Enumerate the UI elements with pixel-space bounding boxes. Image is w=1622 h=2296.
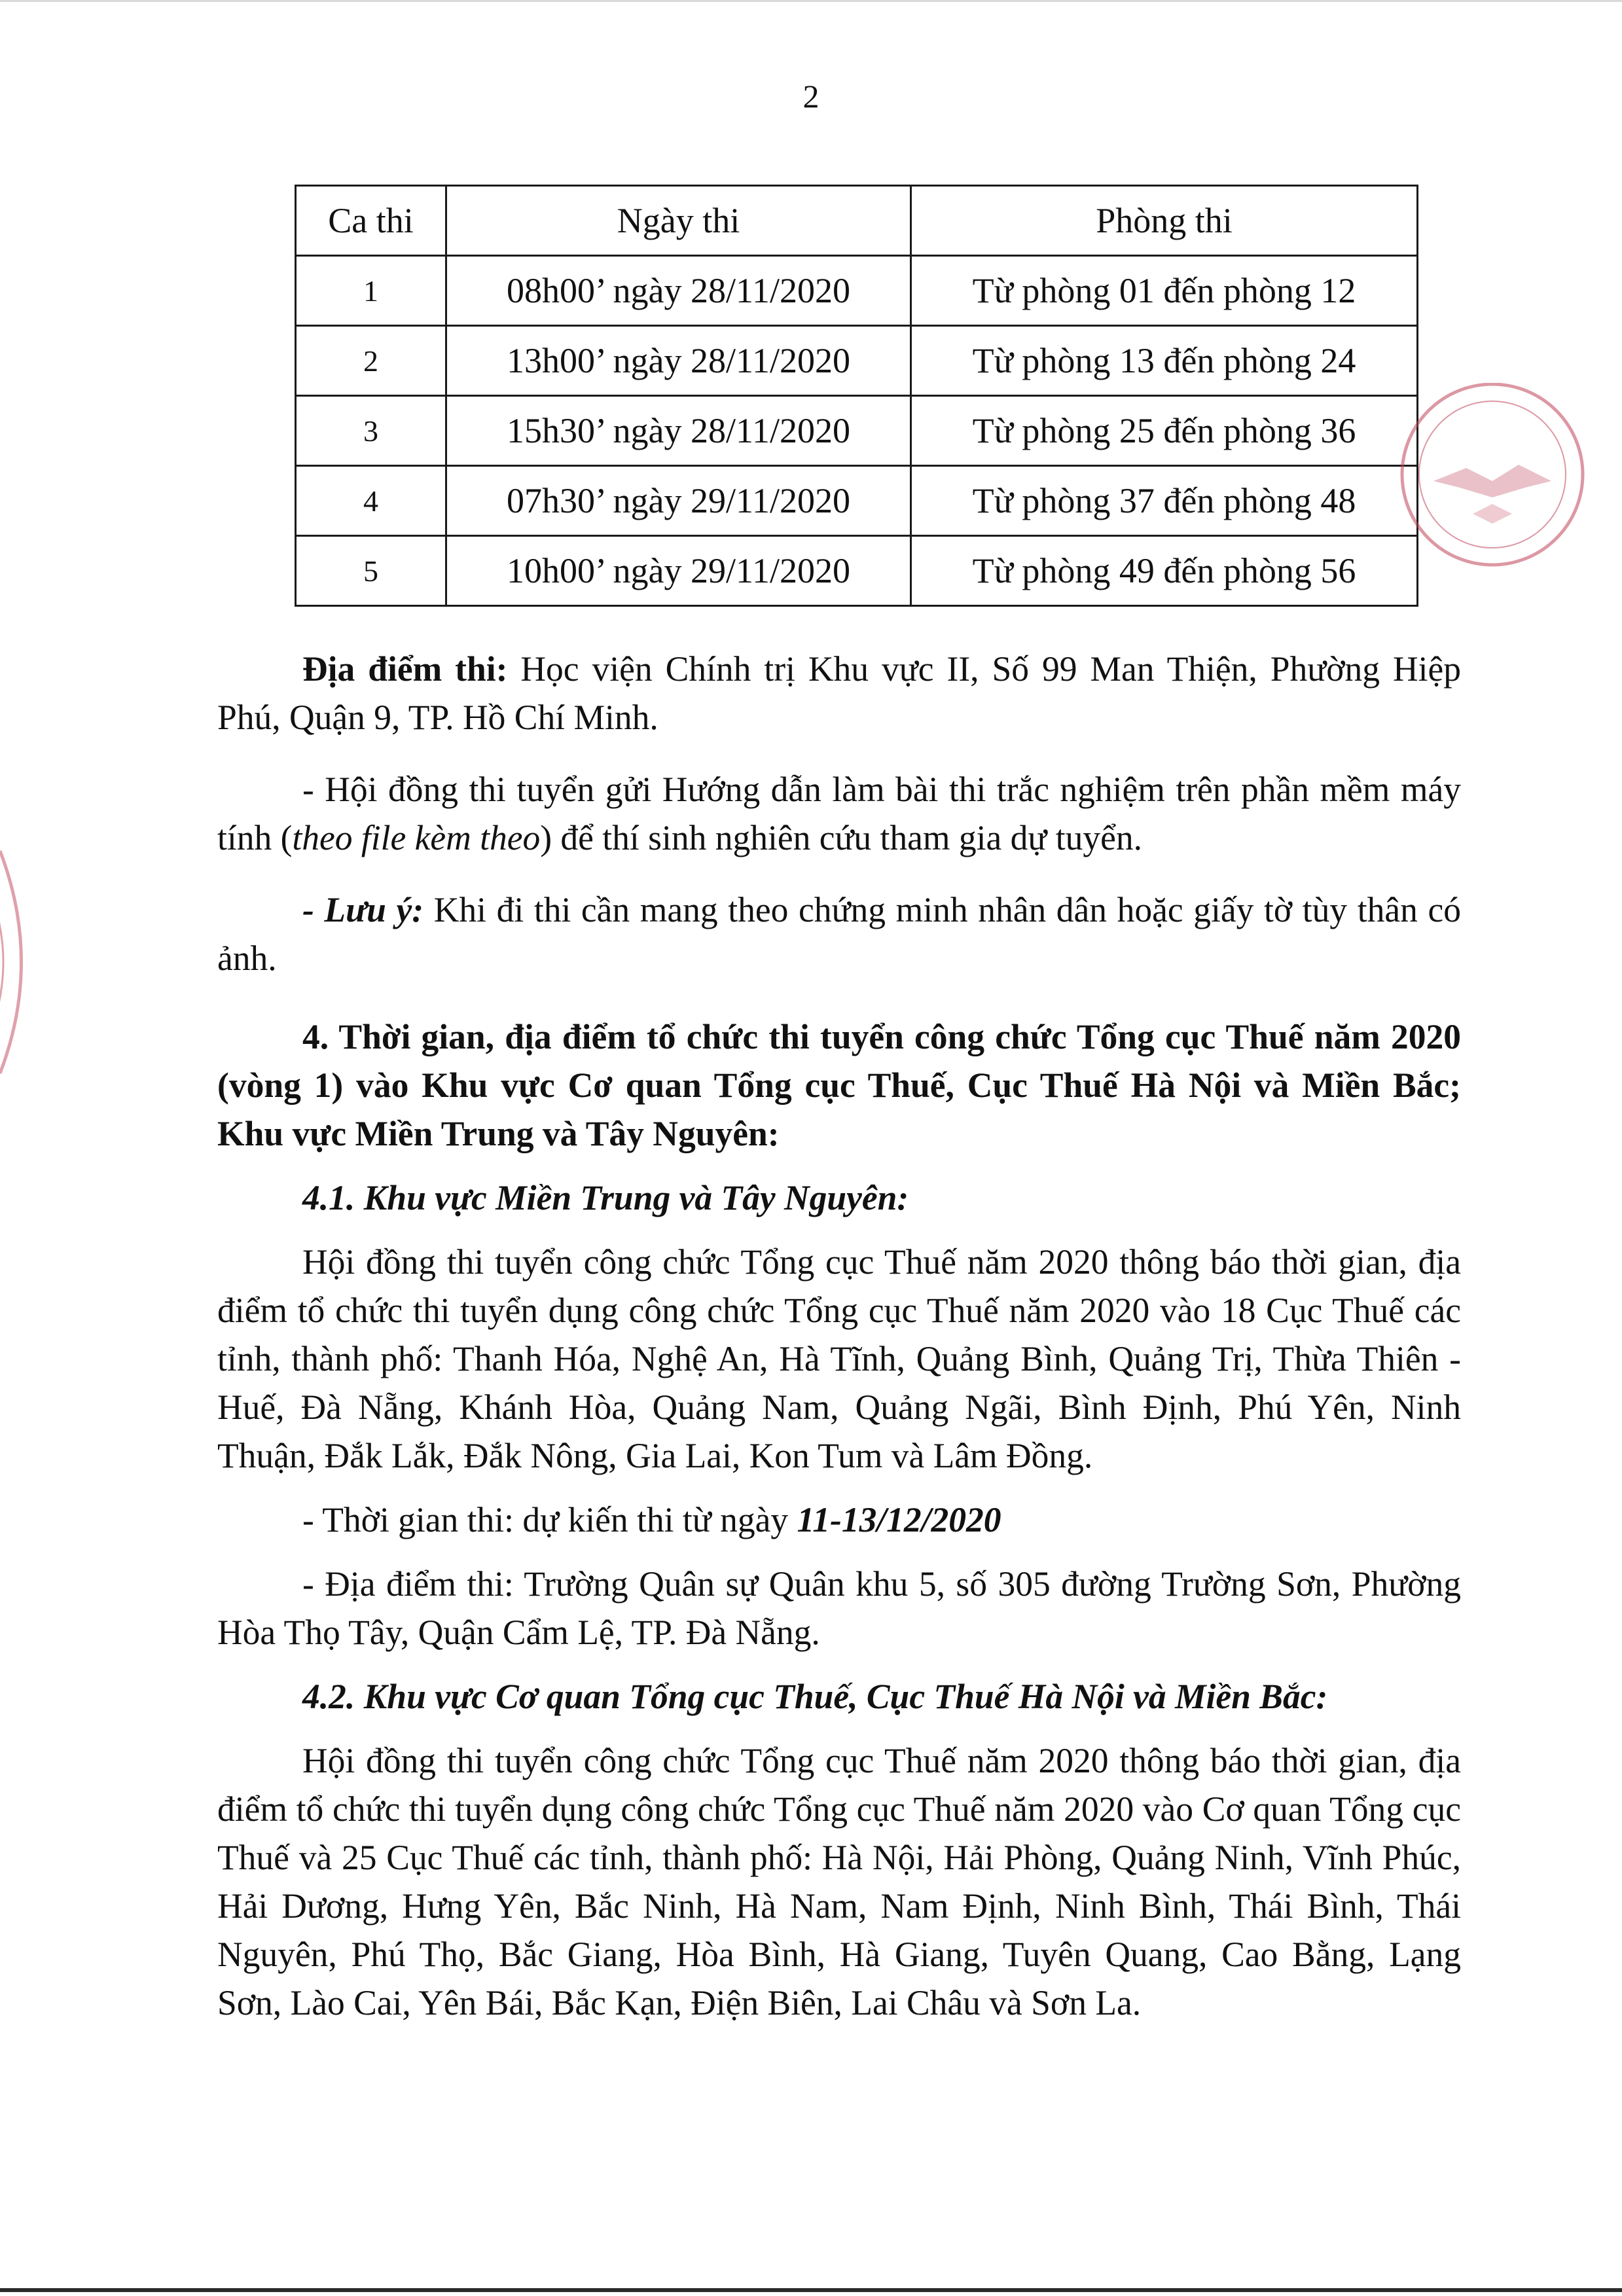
guide-note-italic: theo file kèm theo: [292, 818, 541, 857]
header-date: Ngày thi: [446, 186, 911, 256]
section-4-1-venue: - Địa điểm thi: Trường Quân sự Quân khu 5, số 305 đường Trường Sơn, Phường Hòa Thọ Tây, Quận Cẩm Lệ, TP. Đà Nẵng.: [217, 1564, 1461, 1652]
section-4-1-paragraph: Hội đồng thi tuyển công chức Tổng cục Thuế năm 2020 thông báo thời gian, địa điểm tổ chức thi tuyển dụng công chức Tổng cục Thuế năm 2020 vào 18 Cục Thuế các tỉnh, thành phố: Thanh Hóa, Nghệ An, Hà Tĩnh, Quảng Bình, Quảng Trị, Thừa Thiên - Huế, Đà Nẵng, Khánh Hòa, Quảng Nam, Quảng Ngãi, Bình Định, Phú Yên, Ninh Thuận, Đắk Lắk, Đắk Nông, Gia Lai, Kon Tum và Lâm Đồng.: [217, 1242, 1461, 1475]
time-value: 11-13/12/2020: [797, 1500, 1001, 1539]
official-seal-stamp: [1394, 383, 1604, 579]
reminder-text: Khi đi thi cần mang theo chứng minh nhân dân hoặc giấy tờ tùy thân có ảnh.: [217, 890, 1461, 978]
table-row: [296, 466, 1418, 536]
reminder-paragraph: [217, 886, 1461, 982]
section-4-1-time: [217, 1496, 1461, 1544]
page-number: 2: [802, 78, 820, 115]
guide-note-before: - Hội đồng thi tuyển gửi Hướng dẫn làm bài thi trắc nghiệm trên phần mềm máy tính (: [217, 770, 1461, 857]
reminder-label: - Lưu ý:: [302, 890, 424, 929]
table-header-row: [296, 186, 1418, 256]
venue-text: Học viện Chính trị Khu vực II, Số 99 Man Thiện, Phường Hiệp Phú, Quận 9, TP. Hồ Chí Minh.: [217, 649, 1461, 737]
table-row: [296, 396, 1418, 466]
guide-note-paragraph: [217, 765, 1461, 862]
room-cell: Từ phòng 25 đến phòng 36: [911, 396, 1418, 466]
section-4-heading: 4. Thời gian, địa điểm tổ chức thi tuyển công chức Tổng cục Thuế năm 2020 (vòng 1) vào Khu vực Cơ quan Tổng cục Thuế, Cục Thuế Hà Nội và Miền Bắc; Khu vực Miền Trung và Tây Nguyên:: [217, 1017, 1461, 1153]
header-session: Ca thi: [296, 186, 446, 256]
time-label: - Thời gian thi: dự kiến thi từ ngày: [302, 1500, 797, 1539]
section-4-1-heading: 4.1. Khu vực Miền Trung và Tây Nguyên:: [302, 1178, 909, 1217]
session-cell: 3: [296, 396, 446, 466]
section-4-2-heading: 4.2. Khu vực Cơ quan Tổng cục Thuế, Cục Thuế Hà Nội và Miền Bắc:: [302, 1677, 1328, 1716]
date-cell: 10h00’ ngày 29/11/2020: [446, 536, 911, 606]
session-cell: 5: [296, 536, 446, 606]
section-4-2-paragraph: Hội đồng thi tuyển công chức Tổng cục Thuế năm 2020 thông báo thời gian, địa điểm tổ chức thi tuyển dụng công chức Tổng cục Thuế năm 2020 vào Cơ quan Tổng cục Thuế và 25 Cục Thuế các tỉnh, thành phố: Hà Nội, Hải Phòng, Quảng Ninh, Vĩnh Phúc, Hải Dương, Hưng Yên, Bắc Ninh, Hà Nam, Nam Định, Ninh Bình, Thái Bình, Thái Nguyên, Phú Thọ, Bắc Giang, Hòa Bình, Hà Giang, Tuyên Quang, Cao Bằng, Lạng Sơn, Lào Cai, Yên Bái, Bắc Kạn, Điện Biên, Lai Châu và Sơn La.: [217, 1741, 1461, 2022]
table-row: [296, 326, 1418, 396]
table-row: [296, 536, 1418, 606]
venue-label: Địa điểm thi:: [302, 649, 508, 689]
bottom-scan-edge: [0, 2288, 1622, 2292]
date-cell: 08h00’ ngày 28/11/2020: [446, 256, 911, 326]
top-scan-edge: [0, 0, 1622, 2]
room-cell: Từ phòng 01 đến phòng 12: [911, 256, 1418, 326]
guide-note-after: ) để thí sinh nghiên cứu tham gia dự tuyển.: [540, 818, 1143, 857]
session-cell: 1: [296, 256, 446, 326]
session-cell: 4: [296, 466, 446, 536]
date-cell: 15h30’ ngày 28/11/2020: [446, 396, 911, 466]
table-row: [296, 256, 1418, 326]
room-cell: Từ phòng 37 đến phòng 48: [911, 466, 1418, 536]
session-cell: 2: [296, 326, 446, 396]
document-body: [217, 645, 1461, 2027]
stamp-edge-mark: [0, 844, 46, 1080]
room-cell: Từ phòng 13 đến phòng 24: [911, 326, 1418, 396]
date-cell: 13h00’ ngày 28/11/2020: [446, 326, 911, 396]
exam-venue-paragraph: [217, 645, 1461, 742]
header-room: Phòng thi: [911, 186, 1418, 256]
exam-schedule-table: [295, 185, 1418, 607]
date-cell: 07h30’ ngày 29/11/2020: [446, 466, 911, 536]
room-cell: Từ phòng 49 đến phòng 56: [911, 536, 1418, 606]
